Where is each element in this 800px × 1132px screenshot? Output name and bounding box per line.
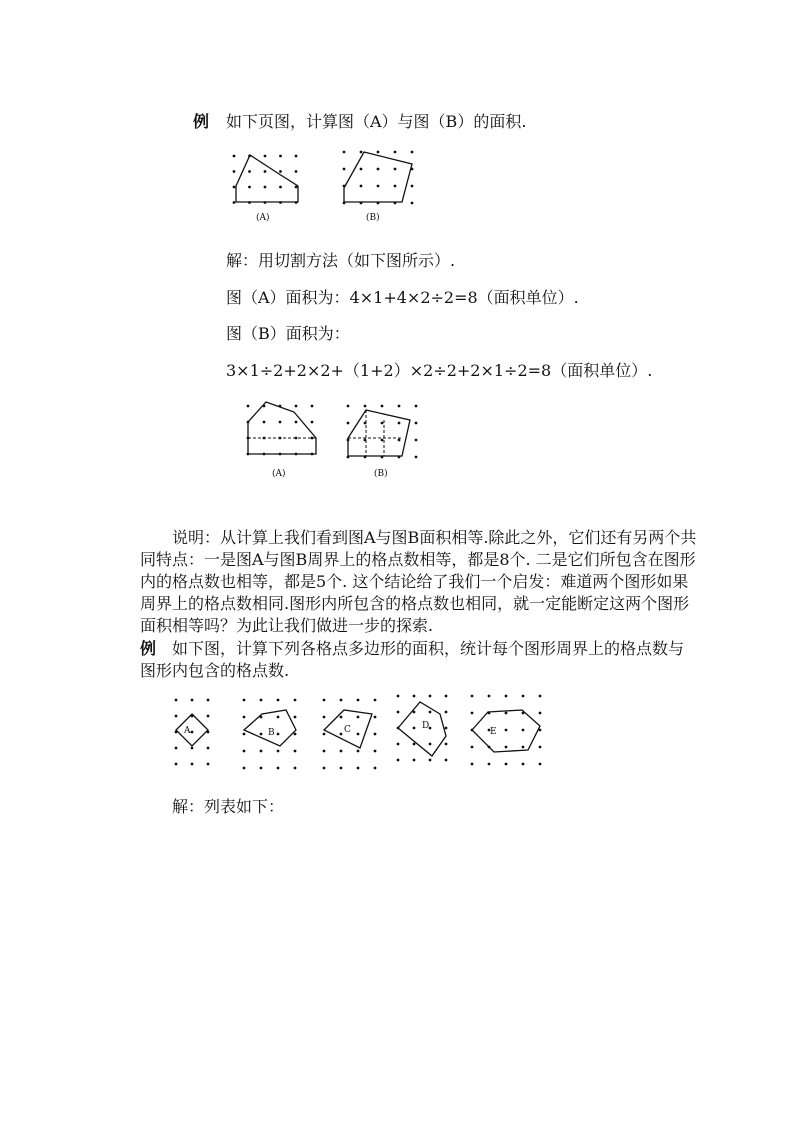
lattice-dot bbox=[323, 767, 326, 770]
lattice-dot bbox=[398, 439, 401, 442]
lattice-dot bbox=[191, 747, 194, 750]
lattice-dot bbox=[539, 695, 542, 698]
cut-figure-b-caption bbox=[370, 466, 400, 480]
lattice-dot bbox=[522, 729, 525, 732]
lattice-dot bbox=[445, 695, 448, 698]
lattice-dot bbox=[233, 170, 236, 173]
lattice-dot bbox=[445, 743, 448, 746]
example2-text-line2: 图形内包含的格点数. bbox=[140, 661, 290, 680]
cut-figure-b bbox=[344, 400, 424, 466]
svg-text:(B): (B) bbox=[374, 469, 388, 479]
lattice-dot bbox=[381, 405, 384, 408]
svg-text:(A): (A) bbox=[272, 469, 286, 479]
lattice-dot bbox=[260, 733, 263, 736]
lattice-dot bbox=[260, 750, 263, 753]
lattice-dot bbox=[340, 733, 343, 736]
lattice-dot bbox=[488, 763, 491, 766]
lattice-dot bbox=[357, 716, 360, 719]
lattice-dot bbox=[415, 456, 418, 459]
lattice-dot bbox=[397, 711, 400, 714]
lattice-dot bbox=[243, 733, 246, 736]
lattice-dot bbox=[323, 750, 326, 753]
lattice-dot bbox=[260, 699, 263, 702]
lattice-dot bbox=[505, 729, 508, 732]
lattice-dot bbox=[175, 715, 178, 718]
lattice-dot bbox=[243, 750, 246, 753]
solution-line-b: 3×1÷2+2×2+（1+2）×2÷2+2×1÷2=8（面积单位）. bbox=[226, 361, 653, 380]
lattice-dot bbox=[233, 155, 236, 158]
example2-marker: 例 bbox=[140, 639, 157, 658]
lattice-dot bbox=[263, 421, 266, 424]
svg-text:C: C bbox=[344, 725, 351, 735]
lattice-dot bbox=[279, 421, 282, 424]
lattice-dot bbox=[323, 699, 326, 702]
svg-text:B: B bbox=[268, 728, 275, 738]
lattice-dot bbox=[429, 695, 432, 698]
lattice-dot bbox=[340, 767, 343, 770]
lattice-dot bbox=[445, 727, 448, 730]
lattice-dot bbox=[243, 716, 246, 719]
lattice-dot bbox=[295, 405, 298, 408]
lattice-dot bbox=[381, 439, 384, 442]
lattice-dot bbox=[397, 743, 400, 746]
lattice-dot bbox=[277, 716, 280, 719]
example2-text-line1: 如下图，计算下列各格点多边形的面积，统计每个图形周界上的格点数与 bbox=[172, 639, 685, 658]
lattice-dot bbox=[374, 767, 377, 770]
lattice-dot bbox=[311, 437, 314, 440]
lattice-dot bbox=[377, 151, 380, 154]
lattice-dot bbox=[429, 759, 432, 762]
example-marker: 例 bbox=[193, 112, 210, 131]
lattice-dot bbox=[295, 155, 298, 158]
lattice-dot bbox=[539, 712, 542, 715]
lattice-polygon-e bbox=[468, 692, 552, 770]
lattice-dot bbox=[522, 746, 525, 749]
lattice-dot bbox=[415, 405, 418, 408]
lattice-dot bbox=[277, 767, 280, 770]
lattice-dot bbox=[394, 151, 397, 154]
lattice-dot bbox=[413, 695, 416, 698]
lattice-dot bbox=[471, 695, 474, 698]
lattice-dot bbox=[279, 186, 282, 189]
lattice-dot bbox=[233, 186, 236, 189]
lattice-dot bbox=[377, 185, 380, 188]
lattice-dot bbox=[248, 186, 251, 189]
lattice-dot bbox=[207, 747, 210, 750]
lattice-dot bbox=[397, 759, 400, 762]
lattice-dot bbox=[207, 763, 210, 766]
lattice-dot bbox=[398, 422, 401, 425]
lattice-polygon-c bbox=[320, 696, 382, 768]
lattice-dot bbox=[374, 699, 377, 702]
lattice-dot bbox=[295, 421, 298, 424]
lattice-dot bbox=[415, 422, 418, 425]
lattice-polygon-a bbox=[168, 696, 218, 768]
lattice-dot bbox=[374, 750, 377, 753]
lattice-dot bbox=[413, 727, 416, 730]
lattice-dot bbox=[357, 699, 360, 702]
lattice-dot bbox=[429, 711, 432, 714]
lattice-dot bbox=[277, 699, 280, 702]
lattice-dot bbox=[505, 695, 508, 698]
lattice-dot bbox=[243, 699, 246, 702]
lattice-dot bbox=[247, 405, 250, 408]
lattice-dot bbox=[311, 405, 314, 408]
svg-text:(B): (B) bbox=[366, 213, 380, 223]
lattice-dot bbox=[429, 743, 432, 746]
cut-figure-a-caption bbox=[268, 466, 298, 480]
lattice-dot bbox=[397, 695, 400, 698]
lattice-dot bbox=[360, 151, 363, 154]
lattice-dot bbox=[294, 716, 297, 719]
lattice-dot bbox=[445, 759, 448, 762]
lattice-dot bbox=[357, 733, 360, 736]
lattice-dot bbox=[539, 763, 542, 766]
lattice-dot bbox=[175, 747, 178, 750]
lattice-dot bbox=[522, 695, 525, 698]
lattice-dot bbox=[175, 699, 178, 702]
lattice-dot bbox=[294, 733, 297, 736]
lattice-dot bbox=[357, 750, 360, 753]
svg-text:(A): (A) bbox=[256, 213, 270, 223]
solution-line-b-head: 图（B）面积为： bbox=[226, 324, 350, 343]
lattice-dot bbox=[377, 168, 380, 171]
lattice-dot bbox=[347, 422, 350, 425]
lattice-dot bbox=[413, 759, 416, 762]
lattice-dot bbox=[191, 763, 194, 766]
lattice-dot bbox=[264, 155, 267, 158]
lattice-dot bbox=[311, 421, 314, 424]
solution2-intro: 解：列表如下： bbox=[172, 797, 285, 816]
lattice-dot bbox=[294, 767, 297, 770]
lattice-dot bbox=[279, 155, 282, 158]
lattice-dot bbox=[394, 168, 397, 171]
figure-a-caption bbox=[252, 210, 282, 224]
lattice-dot bbox=[364, 405, 367, 408]
lattice-dot bbox=[277, 750, 280, 753]
cut-figure-a bbox=[242, 396, 326, 466]
lattice-dot bbox=[505, 712, 508, 715]
lattice-dot bbox=[323, 716, 326, 719]
lattice-dot bbox=[445, 711, 448, 714]
lattice-dot bbox=[340, 716, 343, 719]
note-paragraph: 说明：从计算上我们看到图A与图B面积相等.除此之外，它们还有另两个共同特点：一是图A与图B周界上的格点数相等，都是8个. 二是它们所包含在图形内的格点数也相等，都是5个. 这个结论给了我们一个启发：难道两个图形如果周界上的格点数相同.图形内所包含的格点数也相同，就一定能断定这两个图形面积相等吗？为此让我们做进一步的探索. bbox=[140, 528, 697, 635]
lattice-dot bbox=[394, 185, 397, 188]
lattice-dot bbox=[294, 699, 297, 702]
lattice-dot bbox=[175, 763, 178, 766]
lattice-dot bbox=[505, 746, 508, 749]
lattice-dot bbox=[207, 715, 210, 718]
lattice-dot bbox=[471, 746, 474, 749]
lattice-dot bbox=[347, 405, 350, 408]
lattice-dot bbox=[191, 731, 194, 734]
lattice-dot bbox=[343, 168, 346, 171]
lattice-dot bbox=[505, 763, 508, 766]
lattice-dot bbox=[413, 743, 416, 746]
lattice-dot bbox=[277, 733, 280, 736]
lattice-dot bbox=[471, 712, 474, 715]
lattice-dot bbox=[374, 733, 377, 736]
solution-line-a: 图（A）面积为：4×1+4×2÷2=8（面积单位）. bbox=[226, 288, 579, 307]
lattice-dot bbox=[243, 767, 246, 770]
lattice-dot bbox=[522, 763, 525, 766]
figure-b-caption bbox=[362, 210, 392, 224]
solution-intro: 解：用切割方法（如下图所示）. bbox=[226, 251, 456, 270]
lattice-dot bbox=[374, 716, 377, 719]
lattice-polygon-b bbox=[240, 696, 302, 768]
lattice-dot bbox=[295, 170, 298, 173]
lattice-dot bbox=[340, 750, 343, 753]
lattice-dot bbox=[471, 763, 474, 766]
lattice-dot bbox=[207, 699, 210, 702]
lattice-polygon-d bbox=[394, 692, 456, 770]
lattice-dot bbox=[539, 746, 542, 749]
lattice-dot bbox=[323, 733, 326, 736]
lattice-dot bbox=[248, 170, 251, 173]
lattice-dot bbox=[411, 185, 414, 188]
lattice-dot bbox=[360, 168, 363, 171]
lattice-dot bbox=[264, 186, 267, 189]
lattice-dot bbox=[488, 695, 491, 698]
lattice-dot bbox=[411, 202, 414, 205]
svg-text:D: D bbox=[422, 721, 430, 731]
lattice-dot bbox=[260, 767, 263, 770]
lattice-dot bbox=[233, 201, 236, 204]
lattice-dot bbox=[340, 699, 343, 702]
lattice-dot bbox=[415, 439, 418, 442]
svg-text:E: E bbox=[490, 727, 497, 737]
lattice-dot bbox=[279, 170, 282, 173]
lattice-dot bbox=[357, 767, 360, 770]
lattice-dot bbox=[343, 151, 346, 154]
lattice-dot bbox=[381, 422, 384, 425]
lattice-dot bbox=[191, 699, 194, 702]
lattice-dot bbox=[411, 151, 414, 154]
example-text: 如下页图，计算图（A）与图（B）的面积. bbox=[226, 112, 527, 131]
svg-text:A: A bbox=[184, 726, 191, 736]
lattice-dot bbox=[264, 170, 267, 173]
lattice-figure-b bbox=[336, 146, 426, 216]
lattice-dot bbox=[360, 185, 363, 188]
lattice-dot bbox=[398, 405, 401, 408]
lattice-dot bbox=[294, 750, 297, 753]
